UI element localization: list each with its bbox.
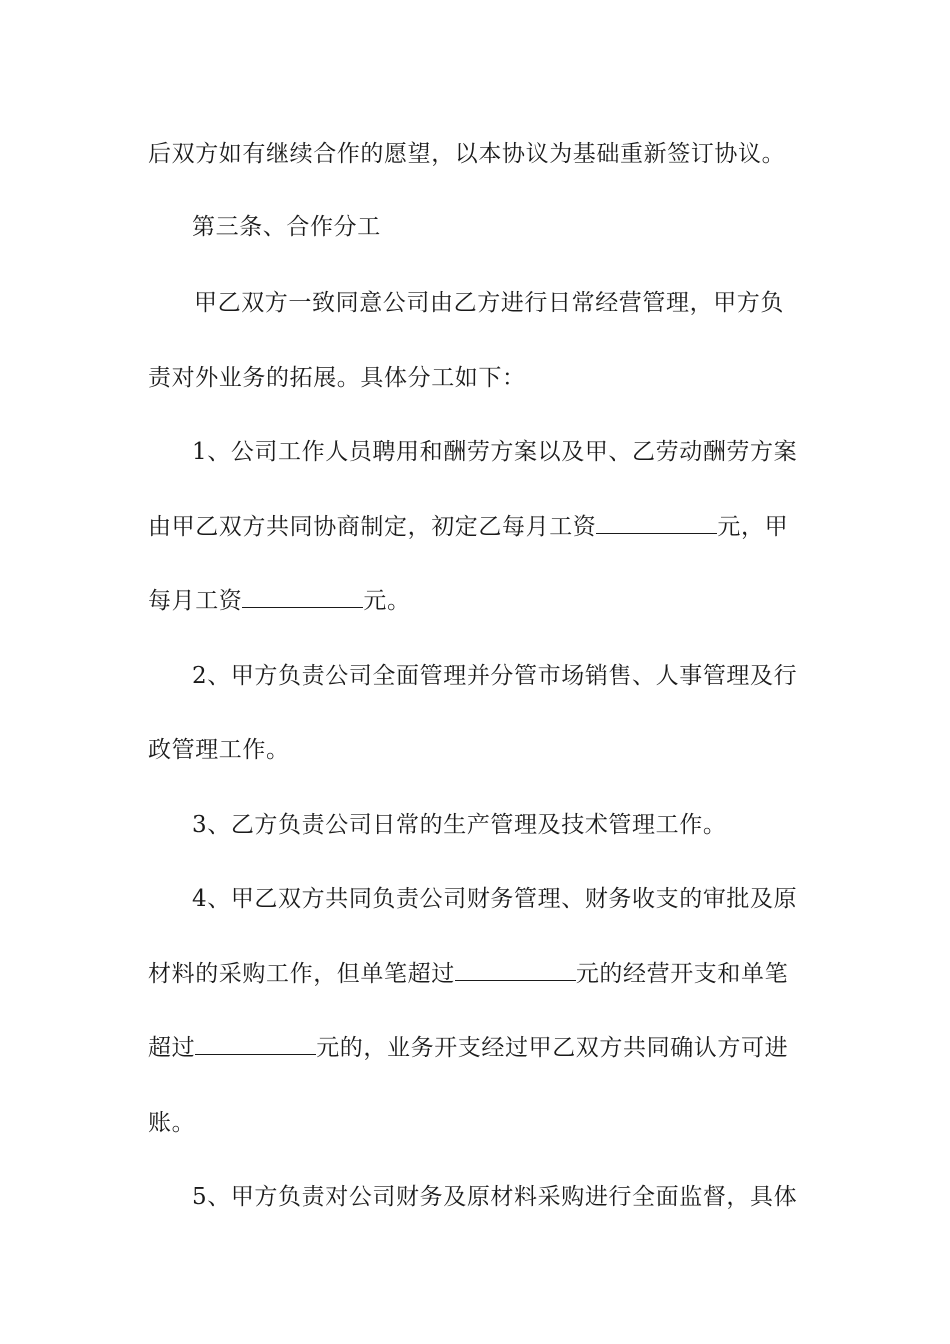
text-run: 由甲乙双方共同协商制定，初定乙每月工资 — [148, 514, 597, 540]
text-line — [148, 1103, 195, 1143]
text-run: 政管理工作。 — [148, 737, 290, 763]
text-run: 1、公司工作人员聘用和酬劳方案以及甲、乙劳动酬劳方案 — [192, 439, 798, 465]
text-line — [192, 1177, 797, 1217]
text-line — [192, 432, 797, 472]
text-run: 元。 — [363, 588, 411, 614]
fill-in-blank — [195, 1034, 316, 1055]
text-run: 2、甲方负责公司全面管理并分管市场销售、人事管理及行 — [192, 663, 798, 689]
text-line — [148, 134, 785, 174]
text-line — [194, 283, 784, 323]
text-line — [148, 1028, 788, 1068]
fill-in-blank — [242, 587, 363, 608]
text-run: 4、甲乙双方共同负责公司财务管理、财务收支的审批及原 — [192, 886, 798, 912]
section-heading — [192, 207, 381, 247]
text-run: 5、甲方负责对公司财务及原材料采购进行全面监督，具体 — [192, 1184, 798, 1210]
text-run: 每月工资 — [148, 588, 243, 614]
text-run: 责对外业务的拓展。具体分工如下： — [148, 365, 526, 391]
text-line — [192, 879, 797, 919]
text-line — [192, 805, 726, 845]
text-line — [148, 954, 788, 994]
text-run: 超过 — [148, 1035, 196, 1061]
text-line — [192, 656, 797, 696]
text-run: 元的，业务开支经过甲乙双方共同确认方可进 — [316, 1035, 789, 1061]
text-run: 元的经营开支和单笔 — [575, 961, 789, 987]
text-run: 账。 — [148, 1110, 196, 1136]
text-line — [148, 730, 290, 770]
text-run: 第三条、合作分工 — [192, 214, 381, 240]
fill-in-blank — [596, 513, 717, 534]
text-run: 材料的采购工作，但单笔超过 — [148, 961, 455, 987]
text-run: 元，甲 — [717, 514, 789, 540]
text-run: 后双方如有继续合作的愿望，以本协议为基础重新签订协议。 — [148, 141, 786, 167]
fill-in-blank — [455, 960, 576, 981]
text-run: 3、乙方负责公司日常的生产管理及技术管理工作。 — [192, 812, 727, 838]
text-run: 甲乙双方一致同意公司由乙方进行日常经营管理，甲方负 — [194, 290, 784, 316]
text-line — [148, 358, 526, 398]
text-line — [148, 507, 788, 547]
text-line — [148, 581, 411, 621]
